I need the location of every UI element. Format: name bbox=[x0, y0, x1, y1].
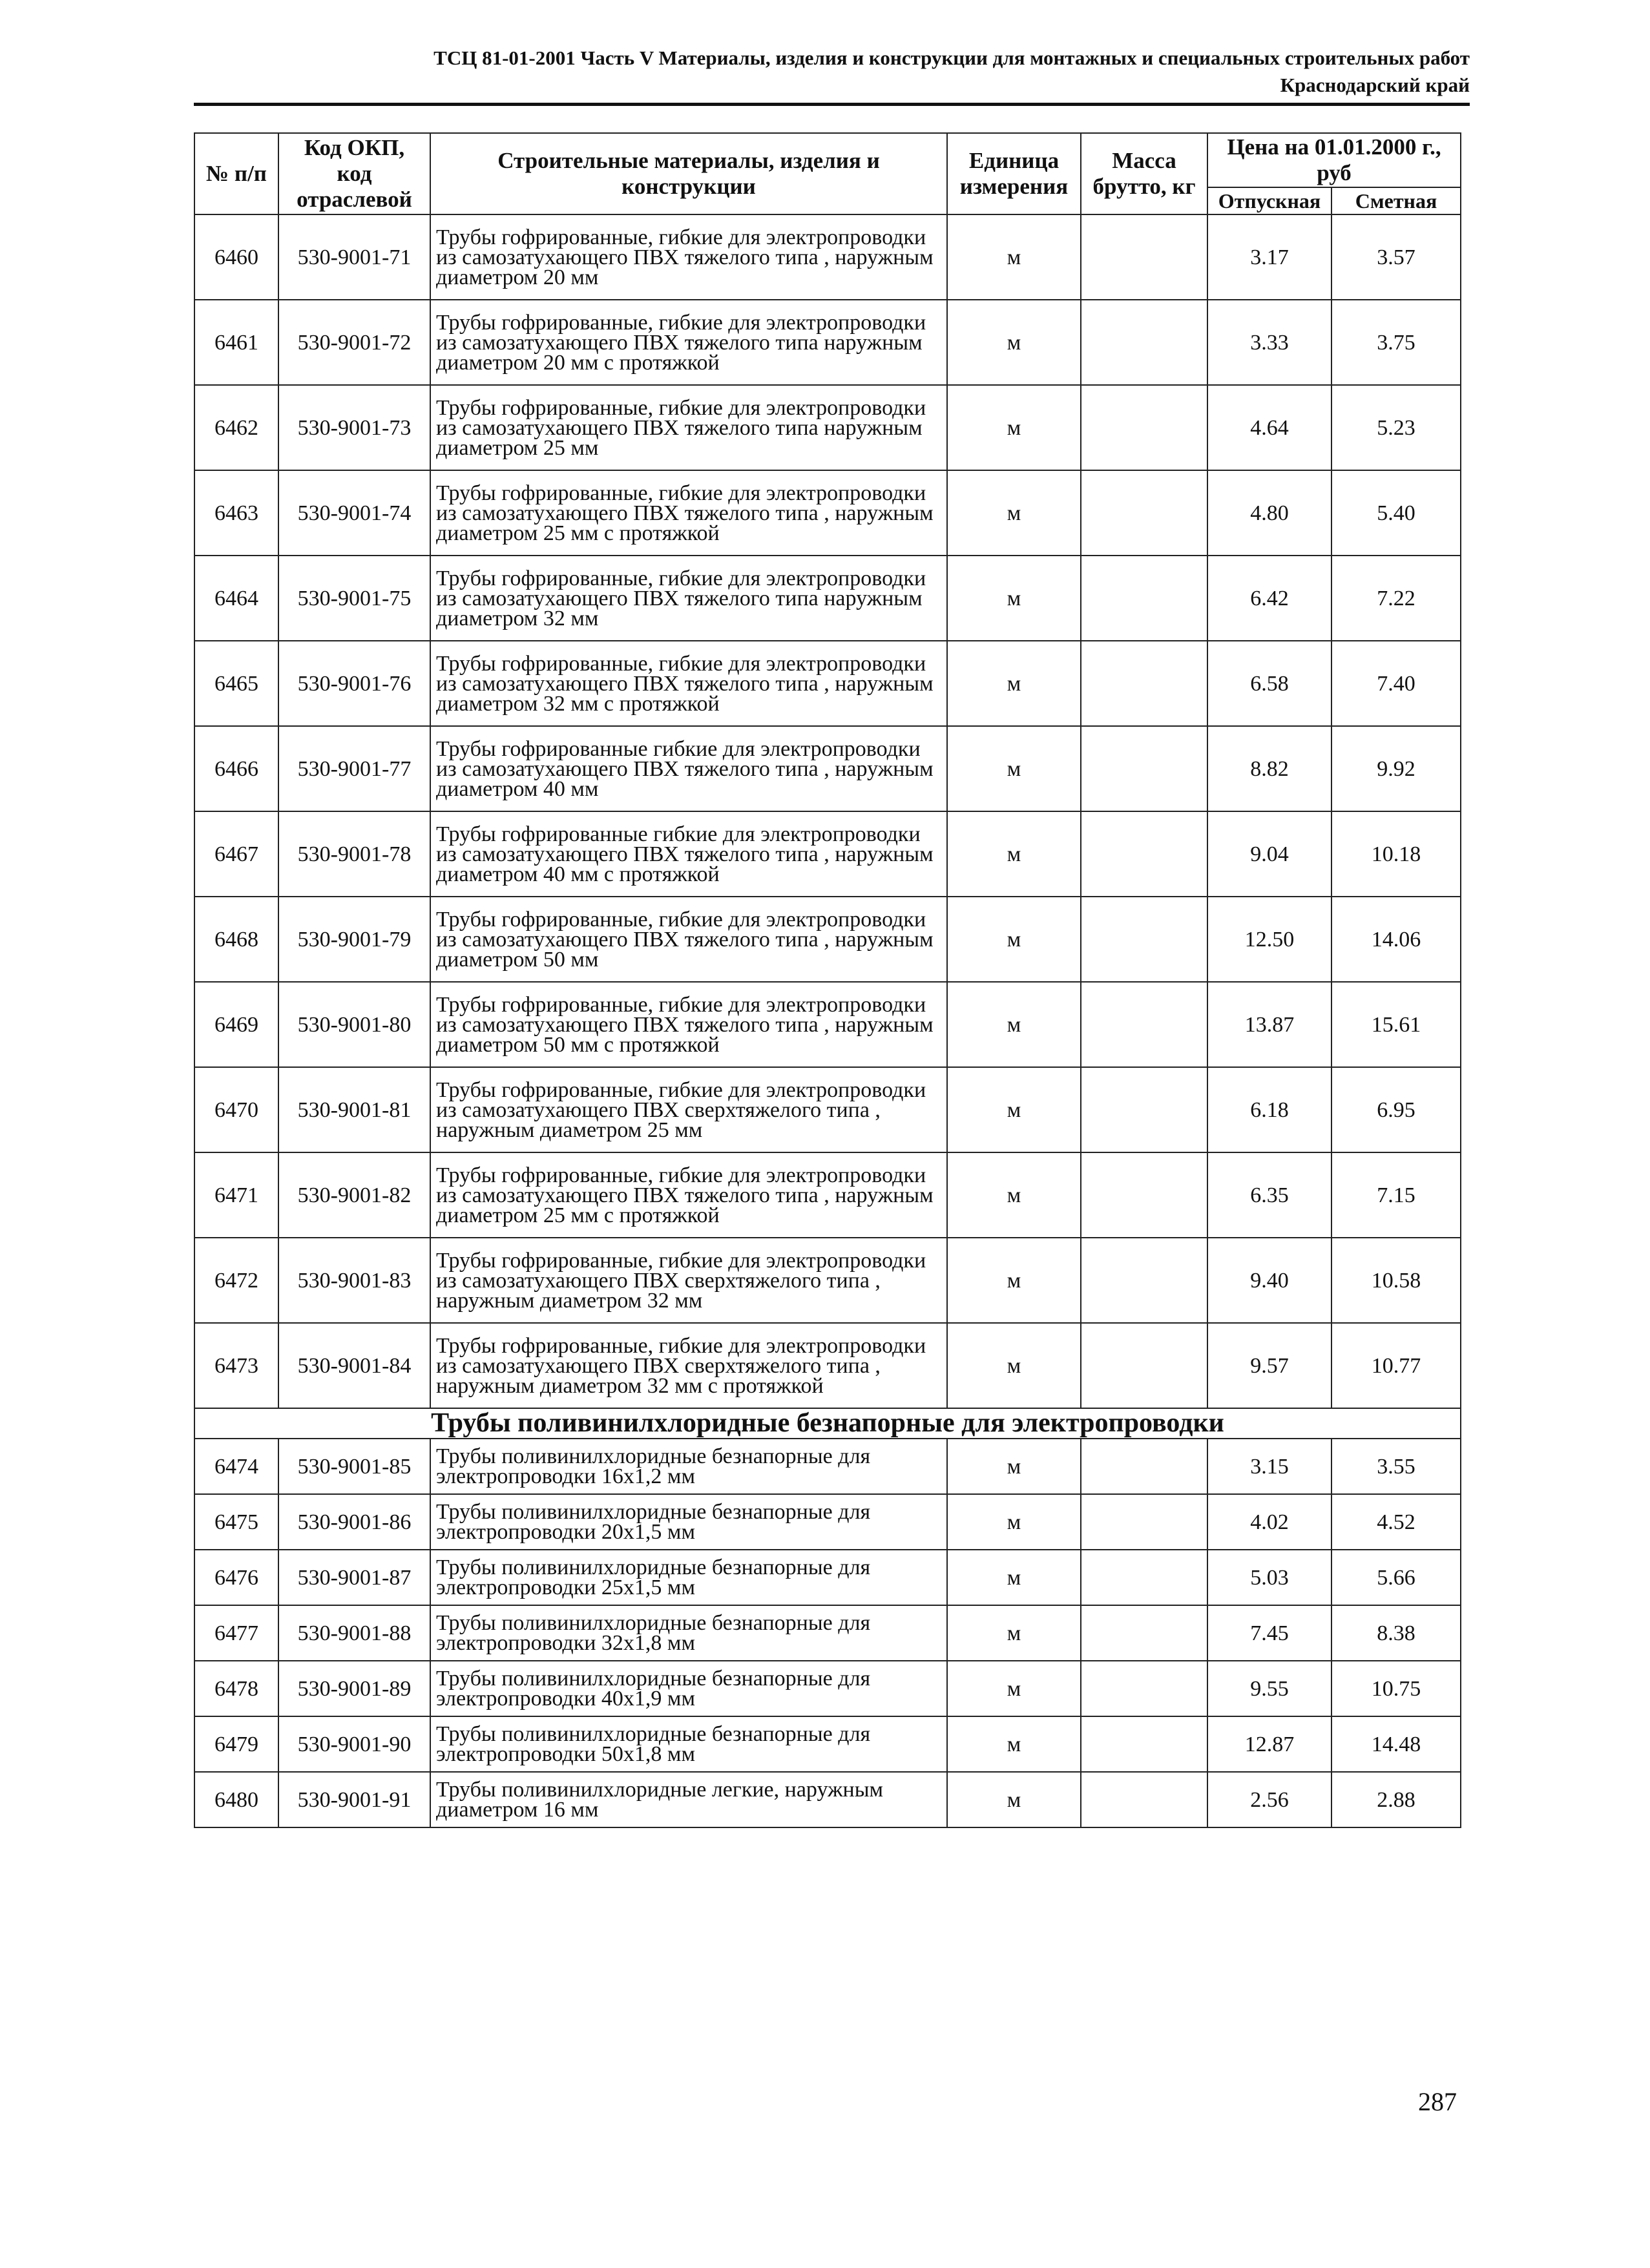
col-header-num: № п/п bbox=[194, 133, 278, 214]
row-num: 6476 bbox=[194, 1550, 278, 1605]
table-row bbox=[194, 385, 1461, 470]
row-unit: м bbox=[947, 556, 1081, 641]
row-num: 6471 bbox=[194, 1152, 278, 1238]
row-price-release: 4.02 bbox=[1207, 1494, 1331, 1550]
row-code: 530-9001-72 bbox=[278, 300, 430, 385]
row-mass bbox=[1081, 214, 1207, 300]
row-num: 6480 bbox=[194, 1772, 278, 1827]
row-name: Трубы гофрированные, гибкие для электропроводки из самозатухающего ПВХ тяжелого типа наружным диаметром 25 мм bbox=[430, 385, 947, 470]
row-name: Трубы гофрированные, гибкие для электропроводки из самозатухающего ПВХ тяжелого типа , наружным диаметром 32 мм с протяжкой bbox=[430, 641, 947, 726]
row-name: Трубы гофрированные гибкие для электропроводки из самозатухающего ПВХ тяжелого типа , наружным диаметром 40 мм с протяжкой bbox=[430, 811, 947, 897]
row-mass bbox=[1081, 300, 1207, 385]
row-mass bbox=[1081, 1550, 1207, 1605]
table-row bbox=[194, 1439, 1461, 1494]
row-num: 6474 bbox=[194, 1439, 278, 1494]
row-price-estimate: 14.06 bbox=[1331, 897, 1461, 982]
row-price-release: 6.58 bbox=[1207, 641, 1331, 726]
row-num: 6464 bbox=[194, 556, 278, 641]
table-body bbox=[194, 214, 1461, 1827]
row-mass bbox=[1081, 470, 1207, 556]
table-row bbox=[194, 214, 1461, 300]
row-code: 530-9001-83 bbox=[278, 1238, 430, 1323]
row-unit: м bbox=[947, 982, 1081, 1067]
row-price-release: 9.04 bbox=[1207, 811, 1331, 897]
row-price-estimate: 15.61 bbox=[1331, 982, 1461, 1067]
table-row bbox=[194, 1152, 1461, 1238]
row-mass bbox=[1081, 1323, 1207, 1408]
row-num: 6473 bbox=[194, 1323, 278, 1408]
col-header-name: Строительные материалы, изделия и конструкции bbox=[430, 133, 947, 214]
row-price-estimate: 3.75 bbox=[1331, 300, 1461, 385]
row-code: 530-9001-79 bbox=[278, 897, 430, 982]
row-num: 6475 bbox=[194, 1494, 278, 1550]
row-num: 6460 bbox=[194, 214, 278, 300]
row-price-release: 2.56 bbox=[1207, 1772, 1331, 1827]
row-unit: м bbox=[947, 641, 1081, 726]
row-name: Трубы поливинилхлоридные безнапорные для электропроводки 40х1,9 мм bbox=[430, 1661, 947, 1716]
row-price-estimate: 10.77 bbox=[1331, 1323, 1461, 1408]
row-code: 530-9001-84 bbox=[278, 1323, 430, 1408]
row-code: 530-9001-91 bbox=[278, 1772, 430, 1827]
row-unit: м bbox=[947, 1494, 1081, 1550]
row-price-release: 6.42 bbox=[1207, 556, 1331, 641]
row-num: 6465 bbox=[194, 641, 278, 726]
row-price-estimate: 14.48 bbox=[1331, 1716, 1461, 1772]
row-mass bbox=[1081, 811, 1207, 897]
row-price-estimate: 6.95 bbox=[1331, 1067, 1461, 1152]
row-name: Трубы поливинилхлоридные безнапорные для электропроводки 25х1,5 мм bbox=[430, 1550, 947, 1605]
row-mass bbox=[1081, 1661, 1207, 1716]
row-unit: м bbox=[947, 1772, 1081, 1827]
row-code: 530-9001-76 bbox=[278, 641, 430, 726]
row-name: Трубы гофрированные, гибкие для электропроводки из самозатухающего ПВХ тяжелого типа , наружным диаметром 20 мм bbox=[430, 214, 947, 300]
table-row bbox=[194, 1067, 1461, 1152]
row-mass bbox=[1081, 1238, 1207, 1323]
row-name: Трубы гофрированные, гибкие для электропроводки из самозатухающего ПВХ тяжелого типа , наружным диаметром 25 мм с протяжкой bbox=[430, 1152, 947, 1238]
row-price-estimate: 5.40 bbox=[1331, 470, 1461, 556]
header-divider bbox=[194, 103, 1470, 106]
row-price-estimate: 10.18 bbox=[1331, 811, 1461, 897]
row-name: Трубы гофрированные, гибкие для электропроводки из самозатухающего ПВХ тяжелого типа наружным диаметром 32 мм bbox=[430, 556, 947, 641]
table-row bbox=[194, 1494, 1461, 1550]
document-header-title: ТСЦ 81-01-2001 Часть V Материалы, изделия и конструкции для монтажных и специальных строительных работ bbox=[433, 47, 1470, 69]
row-code: 530-9001-75 bbox=[278, 556, 430, 641]
section-title: Трубы поливинилхлоридные безнапорные для электропроводки bbox=[194, 1408, 1461, 1439]
table-row bbox=[194, 1772, 1461, 1827]
row-price-estimate: 10.58 bbox=[1331, 1238, 1461, 1323]
row-price-estimate: 9.92 bbox=[1331, 726, 1461, 811]
row-num: 6472 bbox=[194, 1238, 278, 1323]
row-name: Трубы гофрированные, гибкие для электропроводки из самозатухающего ПВХ сверхтяжелого типа , наружным диаметром 32 мм с протяжкой bbox=[430, 1323, 947, 1408]
row-name: Трубы гофрированные, гибкие для электропроводки из самозатухающего ПВХ сверхтяжелого типа , наружным диаметром 32 мм bbox=[430, 1238, 947, 1323]
row-code: 530-9001-71 bbox=[278, 214, 430, 300]
row-name: Трубы гофрированные, гибкие для электропроводки из самозатухающего ПВХ тяжелого типа , наружным диаметром 50 мм bbox=[430, 897, 947, 982]
row-num: 6477 bbox=[194, 1605, 278, 1661]
document-header-region: Краснодарский край bbox=[1280, 74, 1470, 96]
row-name: Трубы поливинилхлоридные безнапорные для электропроводки 16х1,2 мм bbox=[430, 1439, 947, 1494]
row-mass bbox=[1081, 726, 1207, 811]
row-code: 530-9001-90 bbox=[278, 1716, 430, 1772]
row-price-estimate: 3.57 bbox=[1331, 214, 1461, 300]
row-price-release: 8.82 bbox=[1207, 726, 1331, 811]
row-unit: м bbox=[947, 1439, 1081, 1494]
row-code: 530-9001-82 bbox=[278, 1152, 430, 1238]
row-price-release: 12.87 bbox=[1207, 1716, 1331, 1772]
row-name: Трубы поливинилхлоридные безнапорные для электропроводки 20х1,5 мм bbox=[430, 1494, 947, 1550]
row-num: 6463 bbox=[194, 470, 278, 556]
table-row bbox=[194, 1238, 1461, 1323]
row-price-estimate: 3.55 bbox=[1331, 1439, 1461, 1494]
table-row bbox=[194, 1605, 1461, 1661]
table-row bbox=[194, 897, 1461, 982]
row-price-release: 4.80 bbox=[1207, 470, 1331, 556]
table-row bbox=[194, 641, 1461, 726]
row-name: Трубы гофрированные, гибкие для электропроводки из самозатухающего ПВХ тяжелого типа наружным диаметром 20 мм с протяжкой bbox=[430, 300, 947, 385]
row-price-estimate: 7.22 bbox=[1331, 556, 1461, 641]
row-name: Трубы поливинилхлоридные безнапорные для электропроводки 32х1,8 мм bbox=[430, 1605, 947, 1661]
row-code: 530-9001-86 bbox=[278, 1494, 430, 1550]
row-price-estimate: 8.38 bbox=[1331, 1605, 1461, 1661]
row-num: 6469 bbox=[194, 982, 278, 1067]
row-code: 530-9001-89 bbox=[278, 1661, 430, 1716]
row-unit: м bbox=[947, 470, 1081, 556]
row-mass bbox=[1081, 1494, 1207, 1550]
table-row bbox=[194, 300, 1461, 385]
row-unit: м bbox=[947, 1550, 1081, 1605]
row-price-release: 9.40 bbox=[1207, 1238, 1331, 1323]
col-header-mass: Масса брутто, кг bbox=[1081, 133, 1207, 214]
row-price-release: 13.87 bbox=[1207, 982, 1331, 1067]
row-mass bbox=[1081, 385, 1207, 470]
row-price-estimate: 7.15 bbox=[1331, 1152, 1461, 1238]
row-num: 6467 bbox=[194, 811, 278, 897]
section-header-row bbox=[194, 1408, 1461, 1439]
row-name: Трубы поливинилхлоридные безнапорные для электропроводки 50х1,8 мм bbox=[430, 1716, 947, 1772]
row-price-release: 7.45 bbox=[1207, 1605, 1331, 1661]
table-row bbox=[194, 1661, 1461, 1716]
row-mass bbox=[1081, 556, 1207, 641]
row-num: 6462 bbox=[194, 385, 278, 470]
row-price-release: 6.35 bbox=[1207, 1152, 1331, 1238]
row-price-estimate: 7.40 bbox=[1331, 641, 1461, 726]
row-price-release: 3.17 bbox=[1207, 214, 1331, 300]
table-row bbox=[194, 1550, 1461, 1605]
row-unit: м bbox=[947, 1238, 1081, 1323]
row-price-release: 6.18 bbox=[1207, 1067, 1331, 1152]
row-code: 530-9001-77 bbox=[278, 726, 430, 811]
table-header bbox=[194, 133, 1461, 214]
row-name: Трубы гофрированные, гибкие для электропроводки из самозатухающего ПВХ тяжелого типа , наружным диаметром 25 мм с протяжкой bbox=[430, 470, 947, 556]
row-name: Трубы поливинилхлоридные легкие, наружным диаметром 16 мм bbox=[430, 1772, 947, 1827]
row-code: 530-9001-81 bbox=[278, 1067, 430, 1152]
row-unit: м bbox=[947, 1605, 1081, 1661]
row-name: Трубы гофрированные гибкие для электропроводки из самозатухающего ПВХ тяжелого типа , наружным диаметром 40 мм bbox=[430, 726, 947, 811]
col-header-price-release: Отпускная bbox=[1207, 187, 1331, 214]
row-mass bbox=[1081, 897, 1207, 982]
row-unit: м bbox=[947, 1067, 1081, 1152]
row-price-estimate: 5.66 bbox=[1331, 1550, 1461, 1605]
row-unit: м bbox=[947, 214, 1081, 300]
row-unit: м bbox=[947, 811, 1081, 897]
row-code: 530-9001-73 bbox=[278, 385, 430, 470]
row-mass bbox=[1081, 1152, 1207, 1238]
row-code: 530-9001-80 bbox=[278, 982, 430, 1067]
row-mass bbox=[1081, 1067, 1207, 1152]
row-num: 6461 bbox=[194, 300, 278, 385]
row-mass bbox=[1081, 1716, 1207, 1772]
row-num: 6479 bbox=[194, 1716, 278, 1772]
row-code: 530-9001-85 bbox=[278, 1439, 430, 1494]
row-unit: м bbox=[947, 1152, 1081, 1238]
table-row bbox=[194, 811, 1461, 897]
page-number: 287 bbox=[1418, 2087, 1457, 2116]
table-row bbox=[194, 556, 1461, 641]
row-price-release: 9.55 bbox=[1207, 1661, 1331, 1716]
table-row bbox=[194, 470, 1461, 556]
row-price-release: 5.03 bbox=[1207, 1550, 1331, 1605]
row-price-release: 3.15 bbox=[1207, 1439, 1331, 1494]
row-code: 530-9001-78 bbox=[278, 811, 430, 897]
row-num: 6470 bbox=[194, 1067, 278, 1152]
row-unit: м bbox=[947, 1323, 1081, 1408]
row-num: 6468 bbox=[194, 897, 278, 982]
row-mass bbox=[1081, 1772, 1207, 1827]
row-price-estimate: 5.23 bbox=[1331, 385, 1461, 470]
row-price-release: 9.57 bbox=[1207, 1323, 1331, 1408]
row-code: 530-9001-74 bbox=[278, 470, 430, 556]
price-table bbox=[194, 132, 1461, 1828]
row-price-release: 4.64 bbox=[1207, 385, 1331, 470]
row-mass bbox=[1081, 641, 1207, 726]
row-mass bbox=[1081, 982, 1207, 1067]
row-unit: м bbox=[947, 897, 1081, 982]
row-unit: м bbox=[947, 1661, 1081, 1716]
row-mass bbox=[1081, 1439, 1207, 1494]
row-mass bbox=[1081, 1605, 1207, 1661]
col-header-unit: Единица измерения bbox=[947, 133, 1081, 214]
col-header-code: Код ОКП, код отраслевой bbox=[278, 133, 430, 214]
col-header-price: Цена на 01.01.2000 г., руб bbox=[1207, 133, 1461, 187]
row-num: 6478 bbox=[194, 1661, 278, 1716]
table-row bbox=[194, 982, 1461, 1067]
row-name: Трубы гофрированные, гибкие для электропроводки из самозатухающего ПВХ сверхтяжелого типа , наружным диаметром 25 мм bbox=[430, 1067, 947, 1152]
row-price-estimate: 2.88 bbox=[1331, 1772, 1461, 1827]
table-row bbox=[194, 1716, 1461, 1772]
row-price-estimate: 10.75 bbox=[1331, 1661, 1461, 1716]
row-unit: м bbox=[947, 300, 1081, 385]
row-name: Трубы гофрированные, гибкие для электропроводки из самозатухающего ПВХ тяжелого типа , наружным диаметром 50 мм с протяжкой bbox=[430, 982, 947, 1067]
row-price-estimate: 4.52 bbox=[1331, 1494, 1461, 1550]
row-num: 6466 bbox=[194, 726, 278, 811]
row-unit: м bbox=[947, 726, 1081, 811]
row-code: 530-9001-88 bbox=[278, 1605, 430, 1661]
row-code: 530-9001-87 bbox=[278, 1550, 430, 1605]
table-row bbox=[194, 1323, 1461, 1408]
col-header-price-estimate: Сметная bbox=[1331, 187, 1461, 214]
table-row bbox=[194, 726, 1461, 811]
row-unit: м bbox=[947, 1716, 1081, 1772]
row-price-release: 12.50 bbox=[1207, 897, 1331, 982]
row-price-release: 3.33 bbox=[1207, 300, 1331, 385]
row-unit: м bbox=[947, 385, 1081, 470]
